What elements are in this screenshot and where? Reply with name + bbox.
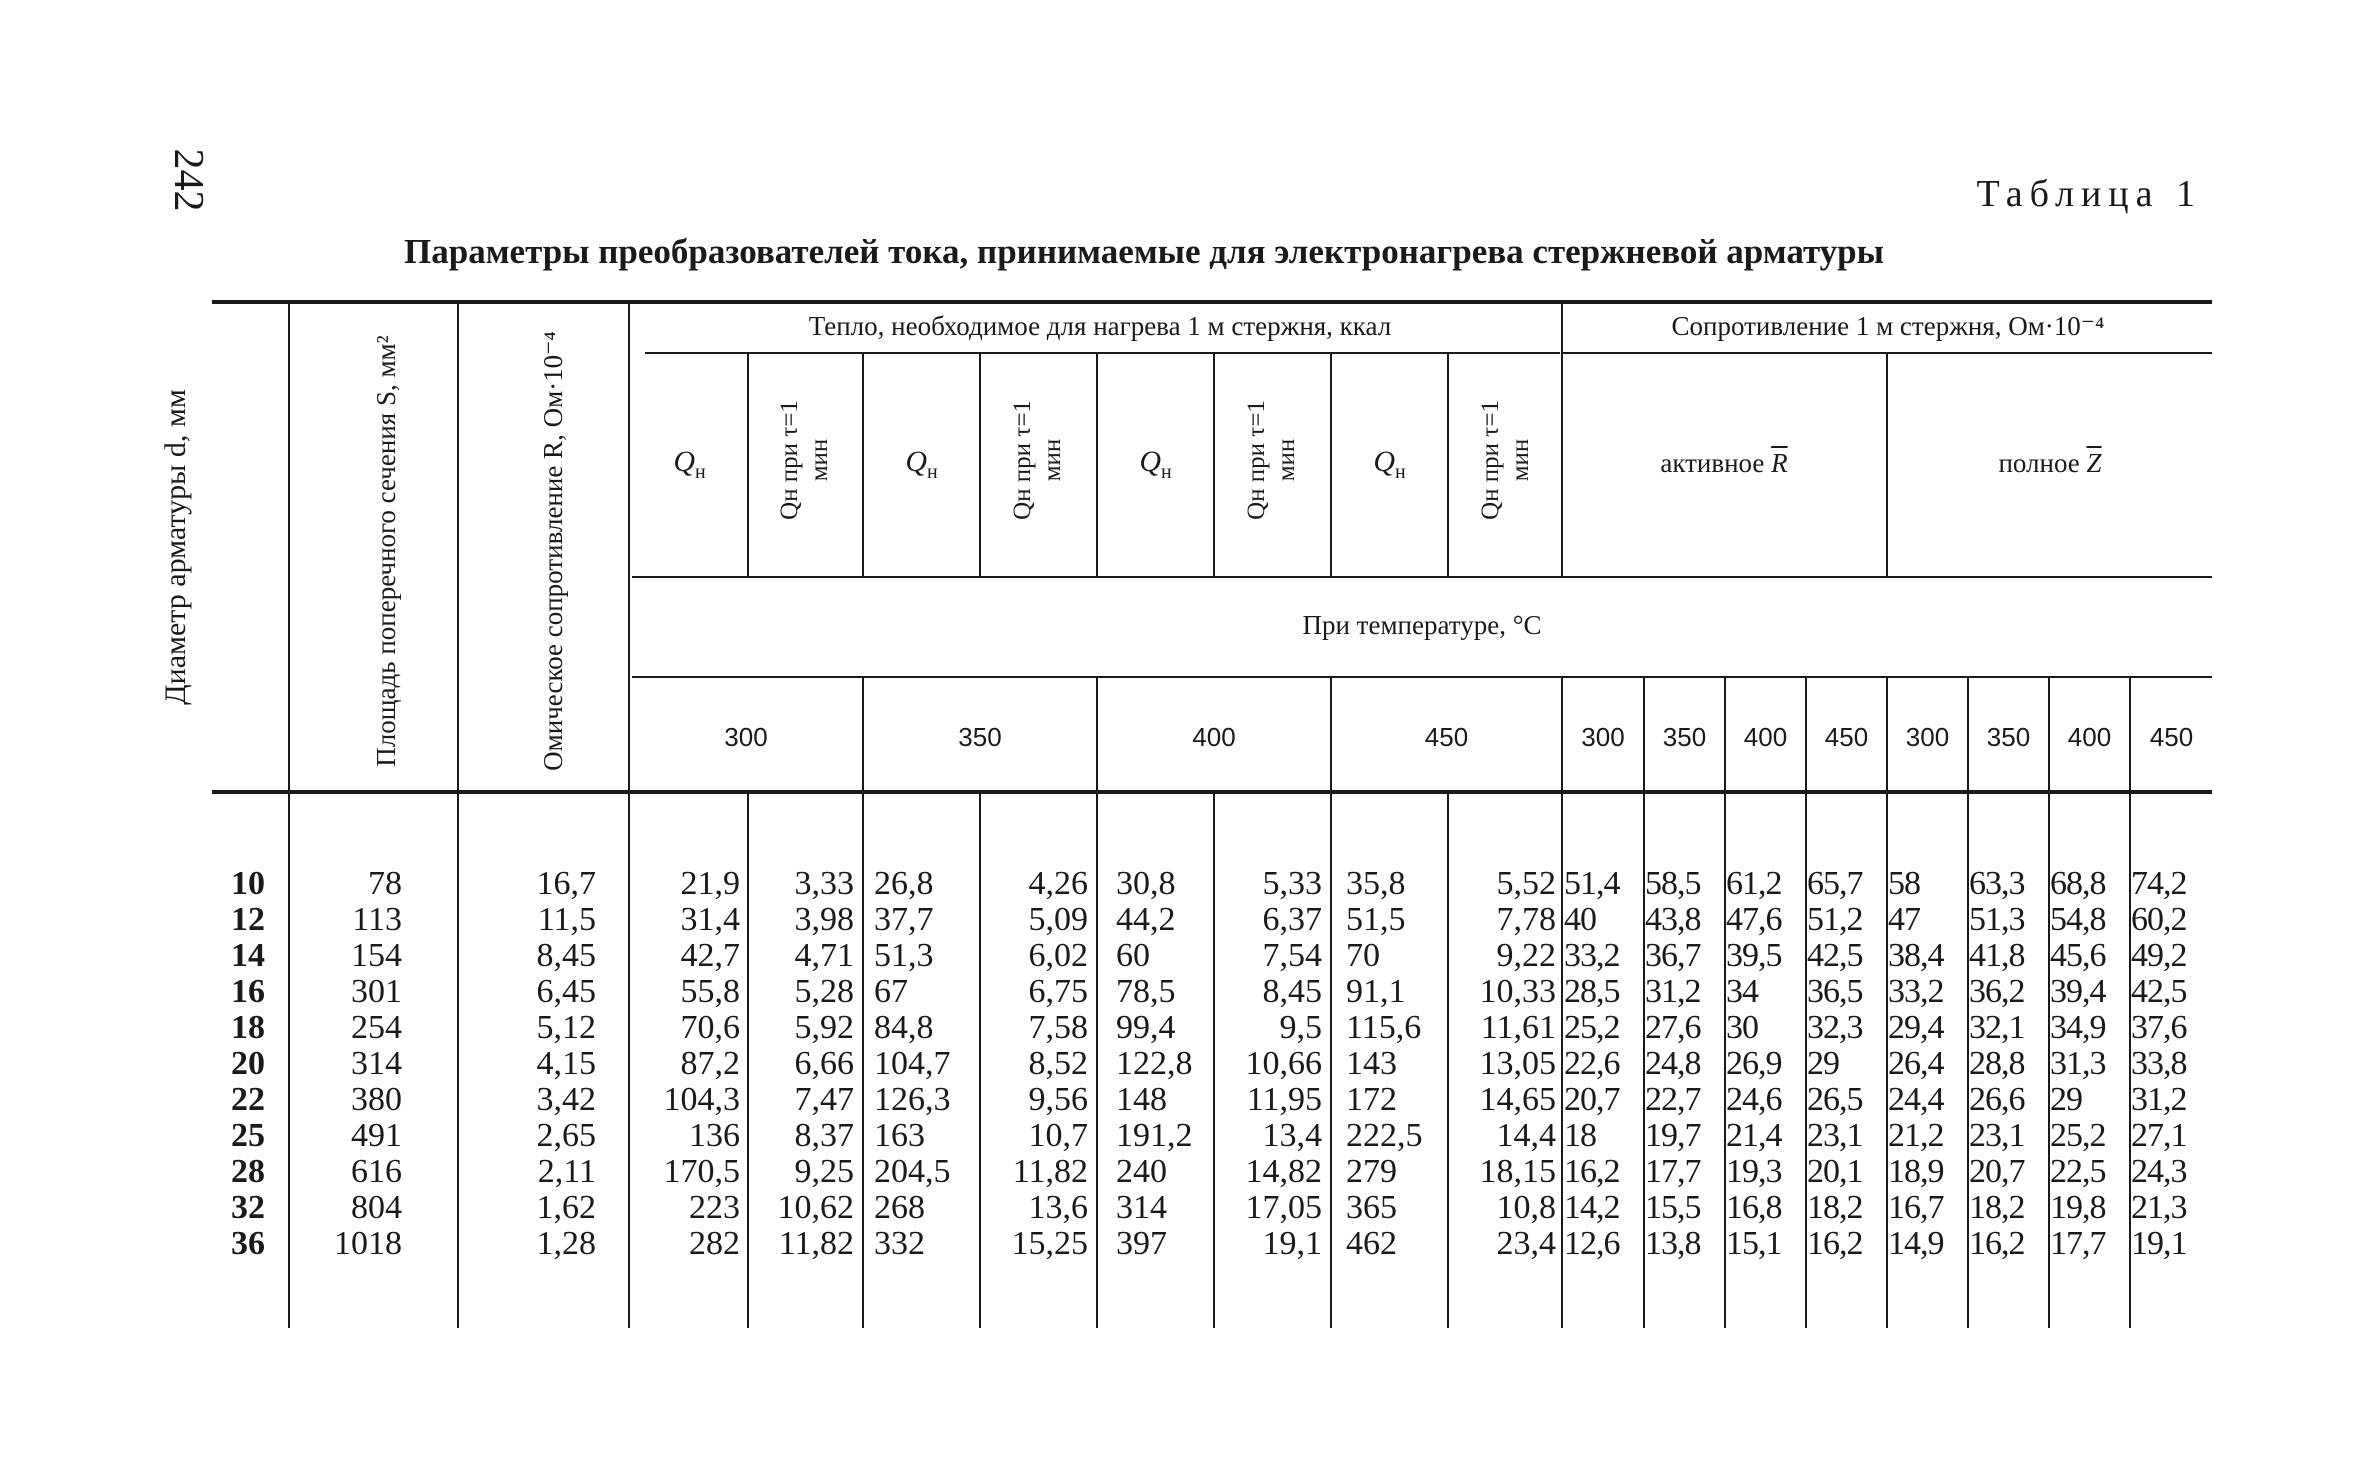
table-cell: 31,2 (2131, 1081, 2187, 1118)
table-cell: 10,62 (777, 1189, 854, 1226)
col-q400 (1116, 866, 1222, 1262)
vline-r (628, 302, 630, 1328)
table-cell: 61,2 (1726, 865, 1782, 902)
table-cell: 13,8 (1645, 1225, 1701, 1262)
table-cell: 10,66 (1245, 1045, 1322, 1082)
table-cell: 12 (231, 901, 265, 938)
header-qn-300: $Q_н$ (673, 445, 706, 483)
table-cell: 7,58 (1028, 1009, 1088, 1046)
col-z350 (1969, 866, 2048, 1262)
table-cell: 1,28 (536, 1225, 596, 1262)
table-cell: 380 (351, 1081, 402, 1118)
table-cell: 14,4 (1496, 1117, 1556, 1154)
table-cell: 9,56 (1028, 1081, 1088, 1118)
table-cell: 6,45 (536, 973, 596, 1010)
table-cell: 154 (351, 937, 402, 974)
table-cell: 31,2 (1645, 973, 1701, 1010)
header-full: полное $\overline{Z}$ (1998, 448, 2102, 478)
table-cell: 25 (231, 1117, 265, 1154)
vline-h2a (862, 678, 864, 1328)
table-cell: 204,5 (874, 1153, 951, 1190)
vline-s (457, 302, 459, 1328)
table-cell: 21,2 (1888, 1117, 1944, 1154)
table-cell: 87,2 (680, 1045, 740, 1082)
temp-active-350: 350 (1662, 722, 1707, 752)
table-top-rule (212, 300, 2212, 304)
table-cell: 20,1 (1807, 1153, 1863, 1190)
header-area: Площадь поперечного сечения S, мм² (371, 335, 401, 767)
table-cell: 33,2 (1564, 937, 1620, 974)
vline-h1b (747, 792, 749, 1328)
vline-h6a (1330, 678, 1332, 1328)
col-q300 (632, 866, 740, 1262)
table-cell: 63,3 (1969, 865, 2025, 902)
table-cell: 51,2 (1807, 901, 1863, 938)
col-a450 (1807, 866, 1886, 1262)
table-cell: 5,52 (1496, 865, 1556, 902)
table-cell: 17,7 (2050, 1225, 2106, 1262)
table-cell: 36 (231, 1225, 265, 1262)
table-cell: 462 (1346, 1225, 1397, 1262)
table-cell: 16,7 (1888, 1189, 1944, 1226)
table-cell: 13,05 (1479, 1045, 1556, 1082)
table-cell: 4,15 (536, 1045, 596, 1082)
table-cell: 7,54 (1262, 937, 1322, 974)
header-qn-t-400: Qн при τ=1 мин (1243, 400, 1300, 520)
table-cell: 18,2 (1969, 1189, 2025, 1226)
table-cell: 91,1 (1346, 973, 1406, 1010)
table-cell: 40 (1564, 901, 1596, 938)
table-cell: 60,2 (2131, 901, 2187, 938)
table-cell: 74,2 (2131, 865, 2187, 902)
table-cell: 28,5 (1564, 973, 1620, 1010)
col-q450 (1346, 866, 1446, 1262)
table-cell: 33,8 (2131, 1045, 2187, 1082)
table-cell: 15,5 (1645, 1189, 1701, 1226)
table-cell: 8,37 (794, 1117, 854, 1154)
header-temperature-row: При температуре, °С (1302, 610, 1542, 640)
col-a350 (1645, 866, 1724, 1262)
table-cell: 22,5 (2050, 1153, 2106, 1190)
header-resist-group: Сопротивление 1 м стержня, Ом·10⁻⁴ (1671, 311, 2105, 341)
table-cell: 148 (1116, 1081, 1167, 1118)
header-resistance: Омическое сопротивление R, Ом·10⁻⁴ (538, 331, 568, 771)
table-cell: 25,2 (1564, 1009, 1620, 1046)
col-area (290, 866, 402, 1262)
group-header-rule-left (645, 352, 1560, 354)
table-cell: 24,6 (1726, 1081, 1782, 1118)
col-q450t (1450, 866, 1556, 1262)
table-cell: 39,4 (2050, 973, 2106, 1010)
col-a400 (1726, 866, 1805, 1262)
table-cell: 78,5 (1116, 973, 1176, 1010)
table-title: Параметры преобразователей тока, принимаемые для электронагрева стержневой арматуры (404, 232, 1884, 271)
table-cell: 10,7 (1028, 1117, 1088, 1154)
table-cell: 45,6 (2050, 937, 2106, 974)
table-cell: 51,3 (1969, 901, 2025, 938)
col-q350t (982, 866, 1088, 1262)
header-qn-t-350: Qн при τ=1 мин (1009, 400, 1066, 520)
header-heat-group: Тепло, необходимое для нагрева 1 м стержня, ккал (808, 311, 1392, 341)
table-cell: 14 (231, 937, 265, 974)
table-cell: 4,71 (794, 937, 854, 974)
table-cell: 279 (1346, 1153, 1397, 1190)
table-cell: 99,4 (1116, 1009, 1176, 1046)
table-cell: 8,52 (1028, 1045, 1088, 1082)
table-cell: 222,5 (1346, 1117, 1423, 1154)
table-cell: 27,6 (1645, 1009, 1701, 1046)
header-qn-400: $Q_н$ (1139, 445, 1172, 483)
temp-active-400: 400 (1743, 722, 1788, 752)
table-cell: 11,5 (537, 901, 596, 938)
table-cell: 115,6 (1346, 1009, 1422, 1046)
table-cell: 9,22 (1496, 937, 1556, 974)
table-cell: 104,7 (874, 1045, 951, 1082)
table-cell: 4,26 (1028, 865, 1088, 902)
table-cell: 397 (1116, 1225, 1167, 1262)
col-diameter (212, 866, 284, 1262)
table-cell: 54,8 (2050, 901, 2106, 938)
temp-full-350: 350 (1986, 722, 2031, 752)
table-cell: 68,8 (2050, 865, 2106, 902)
table-cell: 23,1 (1969, 1117, 2025, 1154)
table-cell: 36,2 (1969, 973, 2025, 1010)
table-cell: 51,4 (1564, 865, 1620, 902)
symbol-row-rule (632, 576, 2212, 578)
table-cell: 240 (1116, 1153, 1167, 1190)
table-cell: 42,5 (2131, 973, 2187, 1010)
table-cell: 17,7 (1645, 1153, 1701, 1190)
table-cell: 16,7 (536, 865, 596, 902)
header-qn-350: $Q_н$ (905, 445, 938, 483)
table-cell: 7,47 (794, 1081, 854, 1118)
vline-group-b (1561, 678, 1563, 1328)
header-diameter: Диаметр арматуры d, мм (159, 389, 192, 705)
table-cell: 23,4 (1496, 1225, 1556, 1262)
col-z400 (2050, 866, 2129, 1262)
table-cell: 3,33 (794, 865, 854, 902)
table-cell: 122,8 (1116, 1045, 1193, 1082)
temp-full-300: 300 (1905, 722, 1950, 752)
table-cell: 58 (1888, 865, 1920, 902)
table-cell: 9,5 (1279, 1009, 1322, 1046)
temp-active-300: 300 (1581, 722, 1625, 752)
table-cell: 42,5 (1807, 937, 1863, 974)
header-active: активное $\overline{R}$ (1660, 448, 1788, 478)
table-cell: 3,42 (536, 1081, 596, 1118)
col-a300 (1564, 866, 1643, 1262)
header-qn-t-300: Qн при τ=1 мин (776, 400, 833, 520)
table-cell: 14,2 (1564, 1189, 1620, 1226)
table-cell: 49,2 (2131, 937, 2187, 974)
table-cell: 65,7 (1807, 865, 1863, 902)
vline-h4a (1096, 678, 1098, 1328)
table-cell: 51,3 (874, 937, 934, 974)
table-cell: 34,9 (2050, 1009, 2106, 1046)
table-cell: 223 (689, 1189, 740, 1226)
table-cell: 191,2 (1116, 1117, 1193, 1154)
table-cell: 16,8 (1726, 1189, 1782, 1226)
table-cell: 15,25 (1011, 1225, 1088, 1262)
temp-full-450: 450 (2149, 722, 2194, 752)
table-cell: 136 (689, 1117, 740, 1154)
table-cell: 126,3 (874, 1081, 951, 1118)
table-cell: 282 (689, 1225, 740, 1262)
table-cell: 20,7 (1564, 1081, 1620, 1118)
table-cell: 33,2 (1888, 973, 1944, 1010)
table-cell: 6,02 (1028, 937, 1088, 974)
table-cell: 31,4 (680, 901, 740, 938)
table-cell: 332 (874, 1225, 925, 1262)
table-cell: 24,8 (1645, 1045, 1701, 1082)
table-cell: 19,1 (2131, 1225, 2187, 1262)
table-cell: 26,8 (874, 865, 934, 902)
table-label: Таблица 1 (1976, 173, 2202, 215)
table-cell: 21,4 (1726, 1117, 1782, 1154)
table-cell: 2,11 (537, 1153, 596, 1190)
table-cell: 9,25 (794, 1153, 854, 1190)
table-cell: 70 (1346, 937, 1380, 974)
vline-h7b (1447, 792, 1449, 1328)
table-cell: 616 (351, 1153, 402, 1190)
table-cell: 18 (231, 1009, 265, 1046)
table-cell: 30 (1726, 1009, 1758, 1046)
table-cell: 10,33 (1479, 973, 1556, 1010)
temp-heat-400: 400 (1192, 722, 1236, 752)
table-cell: 60 (1116, 937, 1150, 974)
table-cell: 19,7 (1645, 1117, 1701, 1154)
table-cell: 16 (231, 973, 265, 1010)
temp-heat-450: 450 (1424, 722, 1469, 752)
col-z450 (2131, 866, 2212, 1262)
table-cell: 43,8 (1645, 901, 1701, 938)
table-cell: 32,3 (1807, 1009, 1863, 1046)
table-cell: 1018 (334, 1225, 402, 1262)
table-cell: 20 (231, 1045, 265, 1082)
table-cell: 491 (351, 1117, 402, 1154)
table-cell: 14,82 (1245, 1153, 1322, 1190)
table-cell: 5,28 (794, 973, 854, 1010)
col-z300 (1888, 866, 1967, 1262)
table-cell: 18,2 (1807, 1189, 1863, 1226)
table-cell: 19,8 (2050, 1189, 2106, 1226)
table-cell: 268 (874, 1189, 925, 1226)
table-cell: 13,6 (1028, 1189, 1088, 1226)
table-cell: 6,75 (1028, 973, 1088, 1010)
table-cell: 26,6 (1969, 1081, 2025, 1118)
table-cell: 11,82 (1012, 1153, 1088, 1190)
col-q350 (874, 866, 978, 1262)
table-cell: 22 (231, 1081, 265, 1118)
table-cell: 11,61 (1480, 1009, 1556, 1046)
table-cell: 113 (352, 901, 402, 938)
table-cell: 58,5 (1645, 865, 1701, 902)
table-cell: 804 (351, 1189, 402, 1226)
table-cell: 5,92 (794, 1009, 854, 1046)
table-cell: 44,2 (1116, 901, 1176, 938)
table-cell: 26,4 (1888, 1045, 1944, 1082)
table-cell: 35,8 (1346, 865, 1406, 902)
table-cell: 23,1 (1807, 1117, 1863, 1154)
table-cell: 143 (1346, 1045, 1397, 1082)
table-cell: 15,1 (1726, 1225, 1782, 1262)
table-cell: 301 (351, 973, 402, 1010)
table-cell: 11,82 (778, 1225, 854, 1262)
table-cell: 37,6 (2131, 1009, 2187, 1046)
table-cell: 67 (874, 973, 908, 1010)
vline-h3b (979, 792, 981, 1328)
table-cell: 20,7 (1969, 1153, 2025, 1190)
table-cell: 254 (351, 1009, 402, 1046)
table-cell: 55,8 (680, 973, 740, 1010)
table-cell: 22,7 (1645, 1081, 1701, 1118)
table-cell: 13,4 (1262, 1117, 1322, 1154)
table-cell: 36,5 (1807, 973, 1863, 1010)
table-cell: 5,12 (536, 1009, 596, 1046)
table-cell: 21,3 (2131, 1189, 2187, 1226)
table-cell: 314 (351, 1045, 402, 1082)
table-cell: 47 (1888, 901, 1920, 938)
table-cell: 29 (2050, 1081, 2082, 1118)
table-cell: 3,98 (794, 901, 854, 938)
table-cell: 18,15 (1479, 1153, 1556, 1190)
page-number: 242 (165, 148, 211, 212)
table-cell: 7,78 (1496, 901, 1556, 938)
table-cell: 6,37 (1262, 901, 1322, 938)
table-cell: 8,45 (1262, 973, 1322, 1010)
table-cell: 42,7 (680, 937, 740, 974)
table-cell: 27,1 (2131, 1117, 2187, 1154)
table-cell: 16,2 (1807, 1225, 1863, 1262)
table-cell: 28 (231, 1153, 265, 1190)
table-cell: 14,65 (1479, 1081, 1556, 1118)
table-cell: 8,45 (536, 937, 596, 974)
table-cell: 18,9 (1888, 1153, 1944, 1190)
table-cell: 170,5 (663, 1153, 740, 1190)
table-cell: 21,9 (680, 865, 740, 902)
table-cell: 19,1 (1262, 1225, 1322, 1262)
table-cell: 24,4 (1888, 1081, 1944, 1118)
table-cell: 17,05 (1245, 1189, 1322, 1226)
table-cell: 29,4 (1888, 1009, 1944, 1046)
table-cell: 26,5 (1807, 1081, 1863, 1118)
header-qn-450: $Q_н$ (1373, 445, 1406, 483)
table-cell: 12,6 (1564, 1225, 1620, 1262)
table-cell: 31,3 (2050, 1045, 2106, 1082)
table-cell: 11,95 (1246, 1081, 1322, 1118)
table-cell: 5,09 (1028, 901, 1088, 938)
table-cell: 32,1 (1969, 1009, 2025, 1046)
table-cell: 29 (1807, 1045, 1839, 1082)
table-cell: 1,62 (536, 1189, 596, 1226)
table-cell: 10 (231, 865, 265, 902)
temp-heat-350: 350 (958, 722, 1002, 752)
table-cell: 104,3 (663, 1081, 740, 1118)
table-cell: 37,7 (874, 901, 934, 938)
table-cell: 32 (231, 1189, 265, 1226)
table-cell: 41,8 (1969, 937, 2025, 974)
table-cell: 70,6 (680, 1009, 740, 1046)
table-cell: 78 (368, 865, 402, 902)
table-cell: 163 (874, 1117, 925, 1154)
table-cell: 84,8 (874, 1009, 934, 1046)
table-cell: 51,5 (1346, 901, 1406, 938)
table-cell: 16,2 (1969, 1225, 2025, 1262)
table-cell: 30,8 (1116, 865, 1176, 902)
table-cell: 25,2 (2050, 1117, 2106, 1154)
table-cell: 39,5 (1726, 937, 1782, 974)
temp-active-450: 450 (1824, 722, 1869, 752)
table-cell: 22,6 (1564, 1045, 1620, 1082)
col-q400t (1216, 866, 1322, 1262)
table-cell: 5,33 (1262, 865, 1322, 902)
table-cell: 26,9 (1726, 1045, 1782, 1082)
table-cell: 28,8 (1969, 1045, 2025, 1082)
temperature-row-rule (632, 676, 2212, 678)
table-cell: 34 (1726, 973, 1758, 1010)
table-cell: 24,3 (2131, 1153, 2187, 1190)
table-cell: 19,3 (1726, 1153, 1782, 1190)
table-cell: 365 (1346, 1189, 1397, 1226)
table-cell: 2,65 (536, 1117, 596, 1154)
table-cell: 172 (1346, 1081, 1397, 1118)
table-cell: 314 (1116, 1189, 1167, 1226)
col-q300t (750, 866, 854, 1262)
table-cell: 36,7 (1645, 937, 1701, 974)
table-cell: 18 (1564, 1117, 1596, 1154)
table-cell: 6,66 (794, 1045, 854, 1082)
table-cell: 10,8 (1496, 1189, 1556, 1226)
table-cell: 38,4 (1888, 937, 1944, 974)
header-qn-t-450: Qн при τ=1 мин (1477, 400, 1534, 520)
temp-full-400: 400 (2067, 722, 2112, 752)
table-cell: 16,2 (1564, 1153, 1620, 1190)
temp-heat-300: 300 (724, 722, 768, 752)
col-resistance (460, 866, 596, 1262)
table-cell: 14,9 (1888, 1225, 1944, 1262)
table-cell: 47,6 (1726, 901, 1782, 938)
